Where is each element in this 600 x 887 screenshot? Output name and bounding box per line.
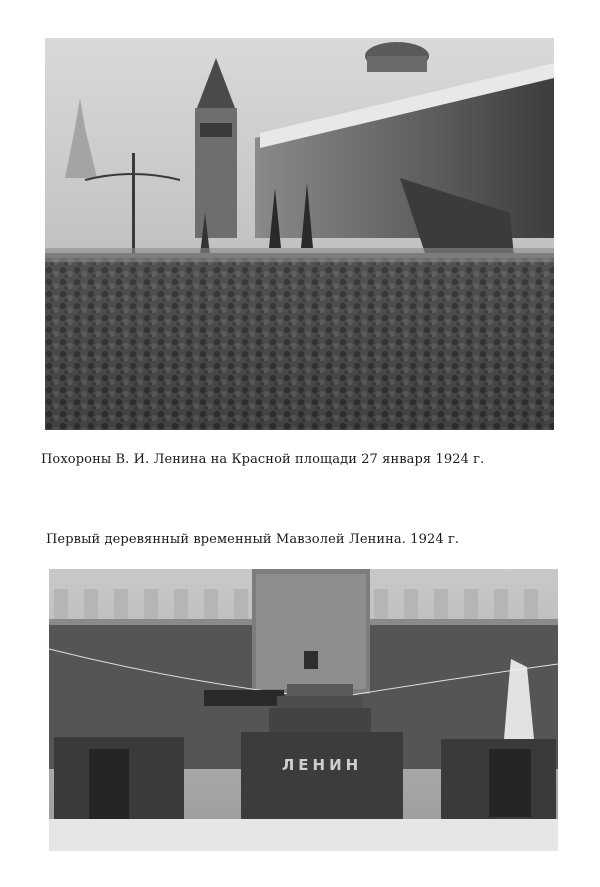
funeral-photo bbox=[45, 38, 554, 430]
senate-tower bbox=[252, 569, 370, 694]
mausoleum-banner bbox=[204, 690, 284, 706]
funeral-caption: Похороны В. И. Ленина на Красной площади 27 января 1924 г. bbox=[41, 452, 485, 467]
mausoleum-photo-image bbox=[49, 569, 558, 851]
lenin-inscription: ЛЕНИН bbox=[281, 756, 363, 774]
mausoleum-caption: Первый деревянный временный Мавзолей Ленина. 1924 г. bbox=[46, 532, 460, 547]
funeral-photo-image bbox=[45, 38, 554, 430]
snow-ground bbox=[49, 819, 558, 851]
mausoleum-photo bbox=[49, 569, 558, 851]
